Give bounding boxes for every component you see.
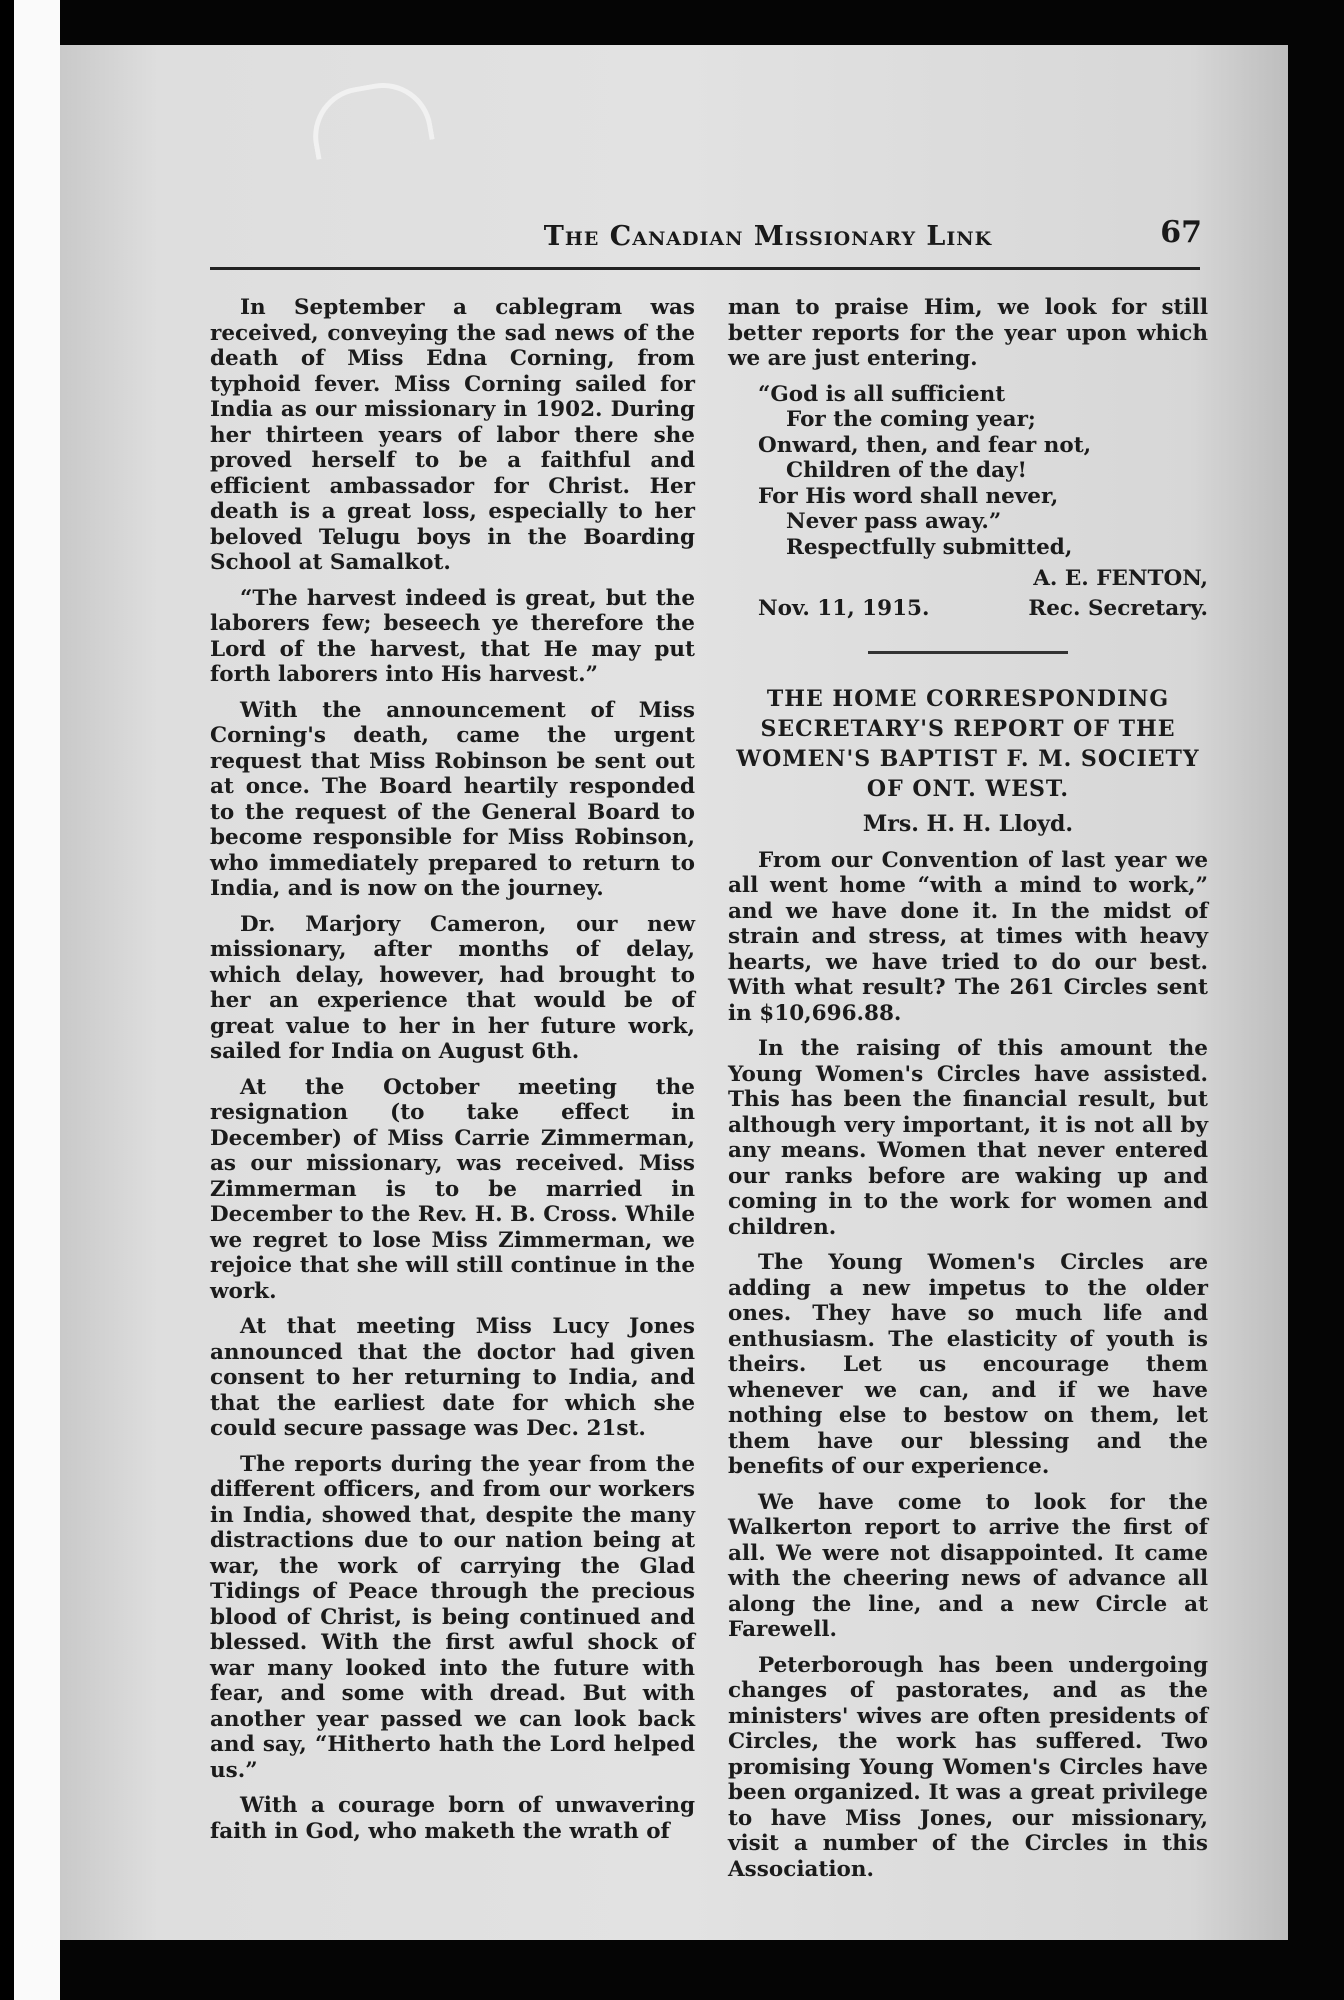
paragraph: With a courage born of unwavering faith in God, who maketh the wrath of — [210, 1793, 695, 1844]
poem — [728, 382, 1208, 561]
date-line — [728, 596, 1208, 622]
paragraph: At the October meeting the resignation (to take effect in December) of Miss Carrie Zimmerman, as our missionary, was received. Miss Zimmerman is to be married in December to the Rev. H. B. Cross. While we regret to lose Miss Zimmerman, we rejoice that she will still continue in the work. — [210, 1074, 695, 1304]
paragraph: The reports during the year from the different officers, and from our workers in India, showed that, despite the many distractions due to our nation being at war, the work of carrying the Glad Tidings of Peace through the precious blood of Christ, is being continued and blessed. With the first awful shock of war many looked into the future with fear, and some with dread. But with another year passed we can look back and say, “Hitherto hath the Lord helped us.” — [210, 1451, 695, 1783]
report-date: Nov. 11, 1915. — [758, 595, 930, 621]
signer-title: Rec. Secretary. — [1028, 595, 1208, 621]
paragraph: From our Convention of last year we all went home “with a mind to work,” and we have done it. In the midst of strain and stress, at times with heavy hearts, we have tried to do our best. With what result? The 261 Circles sent in $10,696.88. — [728, 847, 1208, 1026]
section-author: Mrs. H. H. Lloyd. — [862, 811, 1074, 837]
paragraph: We have come to look for the Walkerton report to arrive the first of all. We were not disappointed. It came with the cheering news of advance all along the line, and a new Circle at Farewell. — [728, 1489, 1208, 1642]
paragraph: At that meeting Miss Lucy Jones announced that the doctor had given consent to her returning to India, and that the earliest date for which she could secure passage was Dec. 21st. — [210, 1314, 695, 1441]
paragraph: Peterborough has been undergoing changes of pastorates, and as the ministers' wives are often presidents of Circles, the work has suffered. Two promising Young Women's Circles have been organized. It was a great privilege to have Miss Jones, our missionary, visit a number of the Circles in this Association. — [728, 1652, 1208, 1882]
paragraph: In the raising of this amount the Young Women's Circles have assisted. This has been the financial result, but although very important, it is not all by any means. Women that never entered our ranks before are waking up and coming in to the work for women and children. — [728, 1036, 1208, 1240]
poem-line: Never pass away.” — [786, 509, 1002, 534]
poem-line: “God is all sufficient — [758, 381, 1006, 407]
page-number: 67 — [1160, 215, 1202, 250]
scan-smudge — [305, 75, 434, 160]
magazine-page — [60, 45, 1288, 1940]
section-heading: THE HOME CORRESPONDING SECRETARY'S REPORT OF THE WOMEN'S BAPTIST F. M. SOCIETY OF ONT. WEST. — [736, 686, 1200, 802]
left-page-edge — [0, 0, 60, 2000]
paragraph: With the announcement of Miss Corning's death, came the urgent request that Miss Robinson be sent out at once. The Board heartily responded to the request of the General Board to become responsible for Miss Robinson, who immediately prepared to return to India, and is now on the journey. — [210, 697, 695, 901]
paragraph: In September a cablegram was received, conveying the sad news of the death of Miss Edna Corning, from typhoid fever. Miss Corning sailed for India as our missionary in 1902. During her thirteen years of labor there she proved herself to be a faithful and efficient ambassador for Christ. Her death is a great loss, especially to her beloved Telugu boys in the Boarding School at Samalkot. — [210, 295, 695, 575]
closing: Respectfully submitted, — [786, 534, 1073, 560]
paragraph: man to praise Him, we look for still better reports for the year upon which we are just entering. — [728, 295, 1208, 371]
poem-line: Onward, then, and fear not, — [758, 432, 1092, 458]
left-column — [210, 295, 695, 1854]
scan-border — [0, 0, 14, 2000]
poem-line: For His word shall never, — [758, 483, 1059, 509]
poem-line: For the coming year; — [786, 407, 1036, 432]
signature: A. E. FENTON, — [1033, 566, 1208, 591]
paragraph: The Young Women's Circles are adding a new impetus to the older ones. They have so much life and enthusiasm. The elasticity of youth is theirs. Let us encourage them whenever we can, and if we have nothing else to bestow on them, let them have our blessing and the benefits of our experience. — [728, 1250, 1208, 1479]
poem-line: Children of the day! — [786, 458, 1027, 483]
paragraph: Dr. Marjory Cameron, our new missionary, after months of delay, which delay, however, had brought to her an experience that would be of great value to her in her future work, sailed for India on August 6th. — [210, 911, 695, 1064]
right-column — [728, 295, 1208, 1892]
section-divider — [868, 651, 1068, 654]
header-rule — [210, 267, 1200, 270]
paragraph: “The harvest indeed is great, but the laborers few; beseech ye therefore the Lord of the harvest, that He may put forth laborers into His harvest.” — [210, 585, 695, 687]
page-header — [200, 175, 1202, 252]
running-head: The Canadian Missionary Link — [543, 221, 993, 252]
